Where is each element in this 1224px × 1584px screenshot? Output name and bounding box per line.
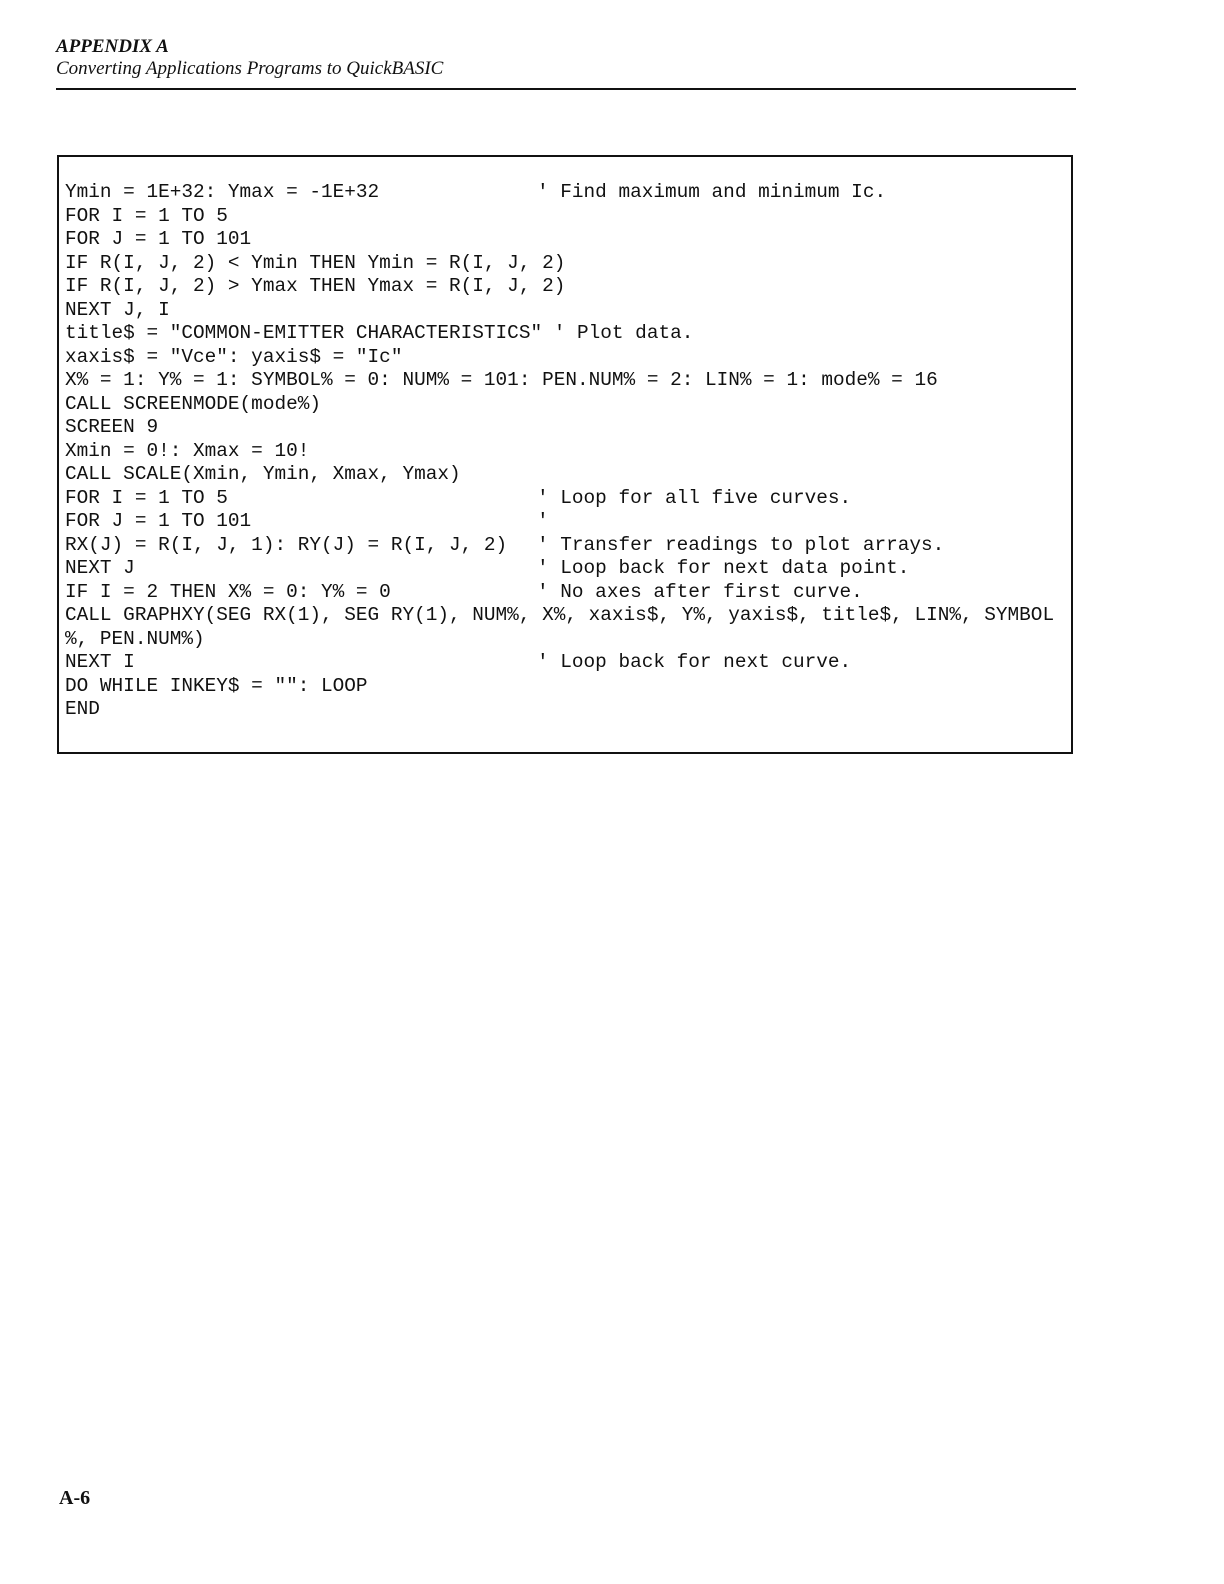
code-statement: END bbox=[65, 698, 100, 720]
code-line bbox=[65, 651, 1071, 675]
code-line bbox=[65, 181, 1071, 205]
code-statement: Xmin = 0!: Xmax = 10! bbox=[65, 439, 310, 462]
code-statement: NEXT J, I bbox=[65, 298, 170, 321]
code-statement: xaxis$ = "Vce": yaxis$ = "Ic" bbox=[65, 345, 403, 368]
code-line bbox=[65, 581, 1071, 605]
code-statement: CALL SCREENMODE(mode%) bbox=[65, 392, 321, 415]
code-line bbox=[65, 463, 1071, 487]
code-line bbox=[65, 604, 1071, 628]
code-line bbox=[65, 275, 1071, 299]
code-line bbox=[65, 510, 1071, 534]
code-line bbox=[65, 369, 1071, 393]
code-line bbox=[65, 487, 1071, 511]
code-statement: FOR J = 1 TO 101 bbox=[65, 228, 252, 250]
code-comment: ' Transfer readings to plot arrays. bbox=[537, 533, 945, 556]
code-statement: FOR I = 1 TO 5 bbox=[65, 204, 228, 227]
code-line bbox=[65, 346, 1071, 370]
code-line bbox=[65, 205, 1071, 229]
code-statement: IF R(I, J, 2) < Ymin THEN Ymin = R(I, J, 2) bbox=[65, 251, 566, 274]
code-statement: %, PEN.NUM%) bbox=[65, 627, 205, 650]
code-statement: CALL SCALE(Xmin, Ymin, Xmax, Ymax) bbox=[65, 463, 461, 485]
code-line bbox=[65, 393, 1071, 417]
code-statement: FOR I = 1 TO 5 bbox=[65, 486, 228, 509]
code-statement: FOR J = 1 TO 101 bbox=[65, 510, 252, 532]
code-listing bbox=[65, 181, 1071, 722]
code-statement: NEXT I bbox=[65, 651, 135, 673]
code-comment: ' Find maximum and minimum Ic. bbox=[537, 181, 887, 203]
code-line bbox=[65, 252, 1071, 276]
code-line bbox=[65, 416, 1071, 440]
code-line bbox=[65, 675, 1071, 699]
code-line bbox=[65, 534, 1071, 558]
page-number: A-6 bbox=[59, 1487, 91, 1509]
code-line bbox=[65, 698, 1071, 722]
code-comment: ' Loop for all five curves. bbox=[537, 486, 852, 509]
code-statement: IF R(I, J, 2) > Ymax THEN Ymax = R(I, J, 2) bbox=[65, 275, 566, 297]
chapter-title: Converting Applications Programs to QuickBASIC bbox=[56, 58, 444, 79]
header-rule bbox=[56, 88, 1076, 90]
code-statement: RX(J) = R(I, J, 1): RY(J) = R(I, J, 2) bbox=[65, 533, 508, 556]
code-statement: NEXT J bbox=[65, 557, 135, 579]
code-listing-box bbox=[57, 155, 1073, 754]
code-statement: CALL GRAPHXY(SEG RX(1), SEG RY(1), NUM%, X%, xaxis$, Y%, yaxis$, title$, LIN%, SYMBOL bbox=[65, 604, 1055, 626]
appendix-label: APPENDIX A bbox=[56, 36, 169, 57]
code-statement: IF I = 2 THEN X% = 0: Y% = 0 bbox=[65, 580, 391, 603]
code-line bbox=[65, 322, 1071, 346]
code-statement: X% = 1: Y% = 1: SYMBOL% = 0: NUM% = 101: PEN.NUM% = 2: LIN% = 1: mode% = 16 bbox=[65, 369, 938, 391]
code-line bbox=[65, 440, 1071, 464]
code-comment: ' No axes after first curve. bbox=[537, 580, 863, 603]
running-head bbox=[56, 36, 443, 80]
code-statement: SCREEN 9 bbox=[65, 416, 159, 438]
code-line bbox=[65, 299, 1071, 323]
code-comment: ' Loop back for next data point. bbox=[537, 557, 910, 579]
code-line bbox=[65, 557, 1071, 581]
code-line bbox=[65, 628, 1071, 652]
code-statement: DO WHILE INKEY$ = "": LOOP bbox=[65, 674, 368, 697]
code-line bbox=[65, 228, 1071, 252]
code-statement: title$ = "COMMON-EMITTER CHARACTERISTICS" ' Plot data. bbox=[65, 322, 694, 344]
code-statement: Ymin = 1E+32: Ymax = -1E+32 bbox=[65, 181, 380, 203]
code-comment: ' bbox=[537, 510, 549, 532]
code-comment: ' Loop back for next curve. bbox=[537, 651, 852, 673]
